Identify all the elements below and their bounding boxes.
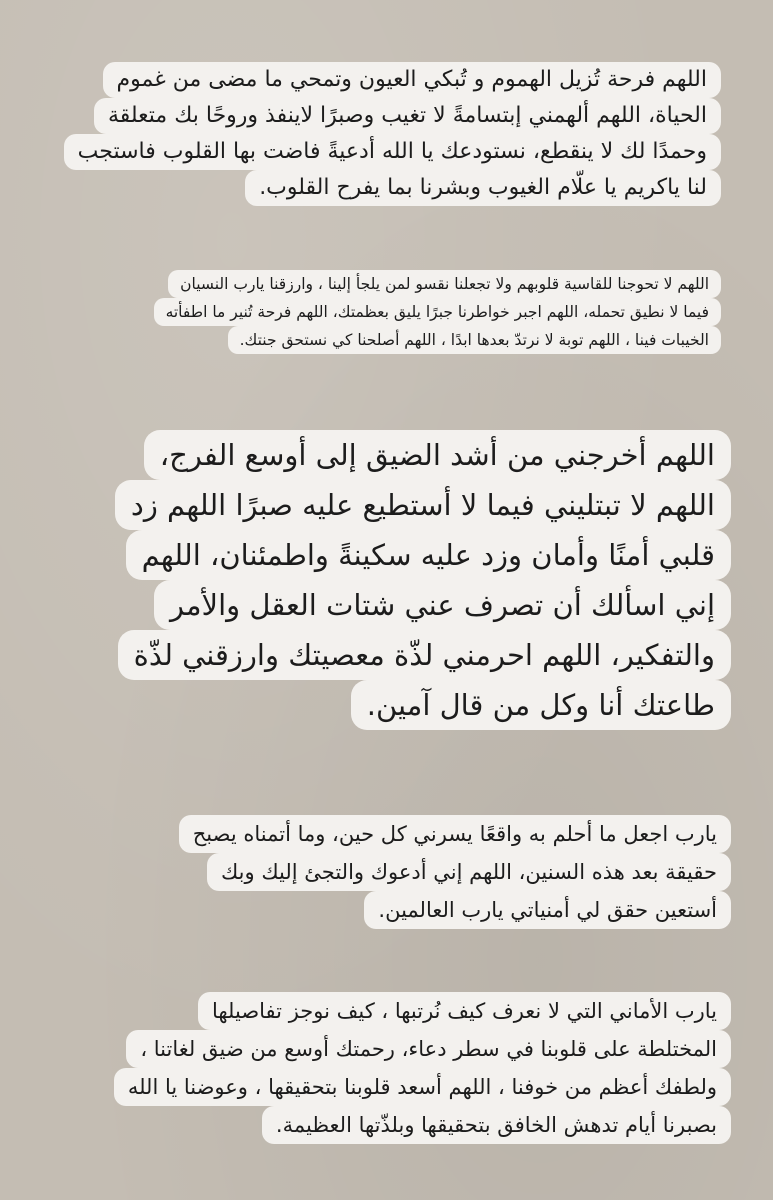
dua-block-1	[51, 62, 721, 206]
text-line: اللهم أخرجني من أشد الضيق إلى أوسع الفرج،	[144, 430, 731, 480]
text-line: يارب الأماني التي لا نعرف كيف نُرتبها ، كيف نوجز تفاصيلها	[198, 992, 731, 1030]
text-line: بصبرنا أيام تدهش الخافق بتحقيقها وبلذّتها العظيمة.	[262, 1106, 731, 1144]
text-line: حقيقة بعد هذه السنين، اللهم إني أدعوك والتجئ إليك وبك	[207, 853, 731, 891]
dua-block-3	[31, 430, 731, 730]
text-line: الخيبات فينا ، اللهم توبة لا نرتدّ بعدها ابدًا ، اللهم أصلحنا كي نستحق جنتك.	[228, 326, 721, 354]
text-line: وحمدًا لك لا ينقطع، نستودعك يا الله أدعيةً فاضت بها القلوب فاستجب	[64, 134, 721, 170]
dua-block-2	[51, 270, 721, 354]
dua-block-4	[31, 815, 731, 929]
text-line: اللهم فرحة تُزيل الهموم و تُبكي العيون وتمحي ما مضى من غموم	[103, 62, 721, 98]
text-line: والتفكير، اللهم احرمني لذّة معصيتك وارزقني لذّة	[118, 630, 731, 680]
text-line: يارب اجعل ما أحلم به واقعًا يسرني كل حين، وما أتمناه يصبح	[179, 815, 731, 853]
text-line: قلبي أمنًا وأمان وزد عليه سكينةً واطمئنان، اللهم	[126, 530, 731, 580]
text-line: المختلطة على قلوبنا في سطر دعاء، رحمتك أوسع من ضيق لغاتنا ،	[126, 1030, 731, 1068]
text-line: أستعين حقق لي أمنياتي يارب العالمين.	[364, 891, 731, 929]
text-line: ولطفك أعظم من خوفنا ، اللهم أسعد قلوبنا بتحقيقها ، وعوضنا يا الله	[114, 1068, 731, 1106]
dua-block-5	[31, 992, 731, 1144]
text-line: الحياة، اللهم ألهمني إبتسامةً لا تغيب وصبرًا لاينفذ وروحًا بك متعلقة	[94, 98, 721, 134]
text-line: فيما لا نطيق تحمله، اللهم اجبر خواطرنا جبرًا يليق بعظمتك، اللهم فرحة تُنير ما اطفأته	[154, 298, 721, 326]
text-line: اللهم لا تبتليني فيما لا أستطيع عليه صبرًا اللهم زد	[115, 480, 731, 530]
text-line: طاعتك أنا وكل من قال آمين.	[351, 680, 731, 730]
text-line: لنا ياكريم يا علّام الغيوب وبشرنا بما يفرح القلوب.	[245, 170, 721, 206]
text-line: اللهم لا تحوجنا للقاسية قلوبهم ولا تجعلنا نقسو لمن يلجأ إلينا ، وارزقنا يارب النسيان	[168, 270, 721, 298]
text-line: إني اسألك أن تصرف عني شتات العقل والأمر	[154, 580, 731, 630]
